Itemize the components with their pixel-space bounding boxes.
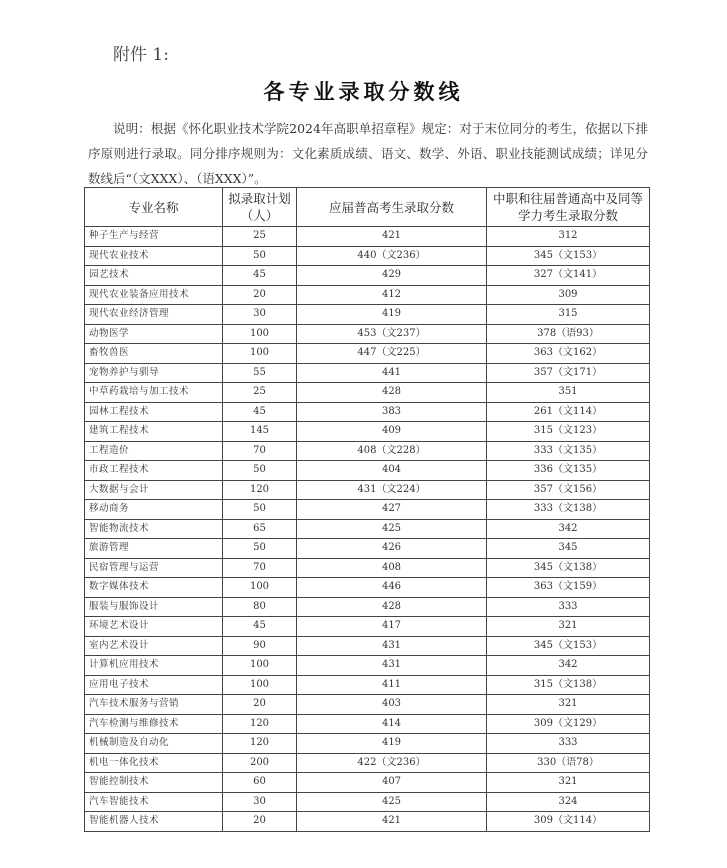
planned-enrollment-cell: 20	[223, 695, 297, 715]
fresh-graduate-score-cell: 417	[297, 617, 487, 637]
vocational-score-cell: 315	[487, 305, 650, 325]
header-fresh-graduate-score: 应届普高考生录取分数	[297, 188, 487, 227]
major-name-cell: 畜牧兽医	[85, 344, 223, 364]
planned-enrollment-cell: 30	[223, 792, 297, 812]
vocational-score-cell: 345（文153）	[487, 636, 650, 656]
vocational-score-cell: 309（文114）	[487, 812, 650, 832]
table-row	[85, 461, 650, 481]
fresh-graduate-score-cell: 453（文237）	[297, 324, 487, 344]
table-row	[85, 227, 650, 247]
planned-enrollment-cell: 20	[223, 812, 297, 832]
major-name-cell: 智能物流技术	[85, 519, 223, 539]
major-name-cell: 室内艺术设计	[85, 636, 223, 656]
table-row	[85, 402, 650, 422]
planned-enrollment-cell: 200	[223, 753, 297, 773]
table-row	[85, 812, 650, 832]
vocational-score-cell: 378（语93）	[487, 324, 650, 344]
fresh-graduate-score-cell: 429	[297, 266, 487, 286]
fresh-graduate-score-cell: 408（文228）	[297, 441, 487, 461]
table-row	[85, 519, 650, 539]
fresh-graduate-score-cell: 428	[297, 383, 487, 403]
planned-enrollment-cell: 100	[223, 656, 297, 676]
table-row	[85, 441, 650, 461]
fresh-graduate-score-cell: 426	[297, 539, 487, 559]
vocational-score-cell: 342	[487, 519, 650, 539]
table-row	[85, 558, 650, 578]
fresh-graduate-score-cell: 421	[297, 227, 487, 247]
fresh-graduate-score-cell: 428	[297, 597, 487, 617]
table-row	[85, 363, 650, 383]
major-name-cell: 汽车技术服务与营销	[85, 695, 223, 715]
major-name-cell: 数字媒体技术	[85, 578, 223, 598]
table-row	[85, 324, 650, 344]
planned-enrollment-cell: 120	[223, 714, 297, 734]
fresh-graduate-score-cell: 411	[297, 675, 487, 695]
vocational-score-cell: 321	[487, 773, 650, 793]
table-row	[85, 578, 650, 598]
fresh-graduate-score-cell: 414	[297, 714, 487, 734]
description-paragraph: 说明：根据《怀化职业技术学院2024年高职单招章程》规定：对于末位同分的考生，依据以下排序原则进行录取。同分排序规则为：文化素质成绩、语文、数学、外语、职业技能测试成绩；详见分数线后“（文XXX）、（语XXX）”。	[88, 121, 648, 186]
major-name-cell: 应用电子技术	[85, 675, 223, 695]
major-name-cell: 环境艺术设计	[85, 617, 223, 637]
vocational-score-cell: 357（文171）	[487, 363, 650, 383]
major-name-cell: 服装与服饰设计	[85, 597, 223, 617]
vocational-score-cell: 345（文138）	[487, 558, 650, 578]
planned-enrollment-cell: 70	[223, 441, 297, 461]
planned-enrollment-cell: 145	[223, 422, 297, 442]
planned-enrollment-cell: 100	[223, 578, 297, 598]
planned-enrollment-cell: 45	[223, 266, 297, 286]
major-name-cell: 中草药栽培与加工技术	[85, 383, 223, 403]
header-major-name: 专业名称	[85, 188, 223, 227]
vocational-score-cell: 261（文114）	[487, 402, 650, 422]
fresh-graduate-score-cell: 425	[297, 792, 487, 812]
vocational-score-cell: 330（语78）	[487, 753, 650, 773]
vocational-score-cell: 333	[487, 597, 650, 617]
planned-enrollment-cell: 65	[223, 519, 297, 539]
table-row	[85, 636, 650, 656]
table-row	[85, 597, 650, 617]
planned-enrollment-cell: 80	[223, 597, 297, 617]
fresh-graduate-score-cell: 404	[297, 461, 487, 481]
major-name-cell: 宠物养护与驯导	[85, 363, 223, 383]
major-name-cell: 民宿管理与运营	[85, 558, 223, 578]
fresh-graduate-score-cell: 440（文236）	[297, 246, 487, 266]
planned-enrollment-cell: 30	[223, 305, 297, 325]
planned-enrollment-cell: 90	[223, 636, 297, 656]
major-name-cell: 旅游管理	[85, 539, 223, 559]
table-row	[85, 617, 650, 637]
planned-enrollment-cell: 100	[223, 675, 297, 695]
vocational-score-cell: 327（文141）	[487, 266, 650, 286]
fresh-graduate-score-cell: 383	[297, 402, 487, 422]
fresh-graduate-score-cell: 431	[297, 656, 487, 676]
major-name-cell: 市政工程技术	[85, 461, 223, 481]
table-row	[85, 305, 650, 325]
vocational-score-cell: 312	[487, 227, 650, 247]
fresh-graduate-score-cell: 422（文236）	[297, 753, 487, 773]
major-name-cell: 汽车检测与维修技术	[85, 714, 223, 734]
table-row	[85, 500, 650, 520]
vocational-score-cell: 321	[487, 695, 650, 715]
fresh-graduate-score-cell: 419	[297, 305, 487, 325]
major-name-cell: 智能控制技术	[85, 773, 223, 793]
table-row	[85, 753, 650, 773]
table-header-row	[85, 188, 650, 227]
fresh-graduate-score-cell: 446	[297, 578, 487, 598]
table-row	[85, 714, 650, 734]
major-name-cell: 现代农业装备应用技术	[85, 285, 223, 305]
vocational-score-cell: 342	[487, 656, 650, 676]
vocational-score-cell: 309（文129）	[487, 714, 650, 734]
table-row	[85, 734, 650, 754]
table-row	[85, 285, 650, 305]
planned-enrollment-cell: 25	[223, 227, 297, 247]
planned-enrollment-cell: 50	[223, 246, 297, 266]
major-name-cell: 建筑工程技术	[85, 422, 223, 442]
table-row	[85, 539, 650, 559]
planned-enrollment-cell: 55	[223, 363, 297, 383]
planned-enrollment-cell: 50	[223, 539, 297, 559]
planned-enrollment-cell: 100	[223, 344, 297, 364]
vocational-score-cell: 315（文138）	[487, 675, 650, 695]
fresh-graduate-score-cell: 408	[297, 558, 487, 578]
vocational-score-cell: 363（文162）	[487, 344, 650, 364]
vocational-score-cell: 321	[487, 617, 650, 637]
vocational-score-cell: 333（文135）	[487, 441, 650, 461]
major-name-cell: 园艺技术	[85, 266, 223, 286]
vocational-score-cell: 345	[487, 539, 650, 559]
planned-enrollment-cell: 100	[223, 324, 297, 344]
table-row	[85, 422, 650, 442]
major-name-cell: 工程造价	[85, 441, 223, 461]
vocational-score-cell: 351	[487, 383, 650, 403]
major-name-cell: 移动商务	[85, 500, 223, 520]
planned-enrollment-cell: 60	[223, 773, 297, 793]
table-row	[85, 266, 650, 286]
planned-enrollment-cell: 70	[223, 558, 297, 578]
fresh-graduate-score-cell: 419	[297, 734, 487, 754]
table-row	[85, 383, 650, 403]
vocational-score-cell: 315（文123）	[487, 422, 650, 442]
major-name-cell: 现代农业技术	[85, 246, 223, 266]
planned-enrollment-cell: 50	[223, 461, 297, 481]
table-row	[85, 675, 650, 695]
table-row	[85, 344, 650, 364]
vocational-score-cell: 345（文153）	[487, 246, 650, 266]
header-planned-enrollment: 拟录取计划（人）	[223, 188, 297, 227]
planned-enrollment-cell: 25	[223, 383, 297, 403]
fresh-graduate-score-cell: 431	[297, 636, 487, 656]
table-row	[85, 695, 650, 715]
planned-enrollment-cell: 120	[223, 480, 297, 500]
fresh-graduate-score-cell: 431（文224）	[297, 480, 487, 500]
major-name-cell: 计算机应用技术	[85, 656, 223, 676]
attachment-label: 附件 1:	[113, 45, 169, 65]
major-name-cell: 大数据与会计	[85, 480, 223, 500]
major-name-cell: 智能机器人技术	[85, 812, 223, 832]
fresh-graduate-score-cell: 441	[297, 363, 487, 383]
vocational-score-cell: 333	[487, 734, 650, 754]
planned-enrollment-cell: 45	[223, 617, 297, 637]
fresh-graduate-score-cell: 412	[297, 285, 487, 305]
major-name-cell: 种子生产与经营	[85, 227, 223, 247]
planned-enrollment-cell: 120	[223, 734, 297, 754]
header-vocational-score: 中职和往届普通高中及同等学力考生录取分数	[487, 188, 650, 227]
vocational-score-cell: 363（文159）	[487, 578, 650, 598]
vocational-score-cell: 309	[487, 285, 650, 305]
table-row	[85, 773, 650, 793]
fresh-graduate-score-cell: 409	[297, 422, 487, 442]
vocational-score-cell: 333（文138）	[487, 500, 650, 520]
major-name-cell: 机电一体化技术	[85, 753, 223, 773]
planned-enrollment-cell: 45	[223, 402, 297, 422]
vocational-score-cell: 324	[487, 792, 650, 812]
major-name-cell: 园林工程技术	[85, 402, 223, 422]
fresh-graduate-score-cell: 403	[297, 695, 487, 715]
major-name-cell: 汽车智能技术	[85, 792, 223, 812]
fresh-graduate-score-cell: 421	[297, 812, 487, 832]
table-row	[85, 246, 650, 266]
planned-enrollment-cell: 20	[223, 285, 297, 305]
table-row	[85, 656, 650, 676]
admission-scores-table	[84, 187, 650, 832]
planned-enrollment-cell: 50	[223, 500, 297, 520]
table-row	[85, 480, 650, 500]
table-row	[85, 792, 650, 812]
vocational-score-cell: 336（文135）	[487, 461, 650, 481]
document-title: 各专业录取分数线	[263, 80, 464, 104]
fresh-graduate-score-cell: 427	[297, 500, 487, 520]
vocational-score-cell: 357（文156）	[487, 480, 650, 500]
major-name-cell: 动物医学	[85, 324, 223, 344]
fresh-graduate-score-cell: 407	[297, 773, 487, 793]
fresh-graduate-score-cell: 447（文225）	[297, 344, 487, 364]
fresh-graduate-score-cell: 425	[297, 519, 487, 539]
major-name-cell: 现代农业经济管理	[85, 305, 223, 325]
major-name-cell: 机械制造及自动化	[85, 734, 223, 754]
